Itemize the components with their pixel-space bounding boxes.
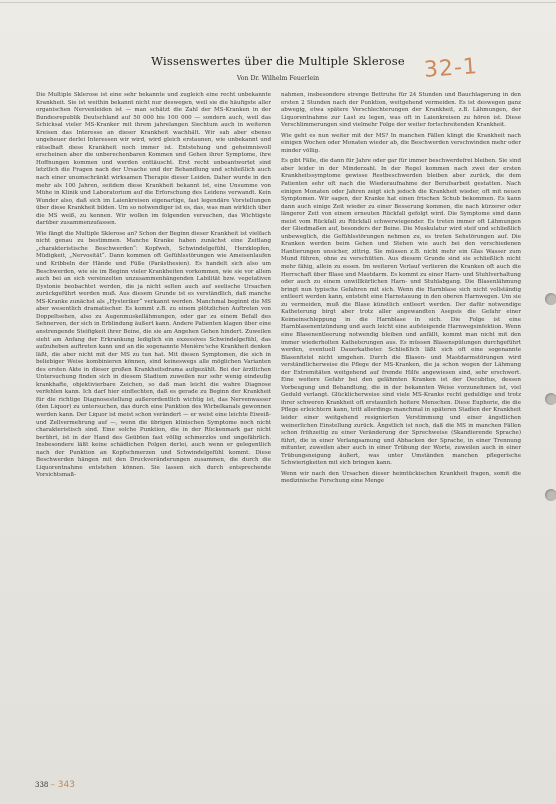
paragraph: Die Multiple Sklerose ist eine sehr bekannte und zugleich eine recht unbekannte Krankheit. Sie ist weithin bekannt nicht nur deswegen, weil sie die häufigste aller organischen Nervenleiden ist — man schätzt die Zahl der MS-Kranken in der Bundesrepublik Deutschland auf 50 000 bis 100 000 — sondern auch, weil das Schicksal vieler MS-Kranker mit ihrem jahrelangen Siechtum auch in weiteren Kreisen das Interesse an dieser Krankheit wachhält. Wir sah aber ebenso ungeheuer derlei Interessen wir wird, wird gleich erstaunen, wie unbekannt und rätselhaft diese Krankheit noch immer ist. Entstehung und geheimnisvoll erscheinen aber die unberechenbaren Kommen und Gehen ihrer Symptome, ihre Hoffnungen kommen und werden enttäuscht. Erst recht unbeantwortet sind letztlich die Fragen nach der Ursache und der Behandlung und schließlich auch nach einer unumschränkt wirksamen Therapie dieser Leiden. Daher wurde in den mehr als 100 Jahren, seitdem diese Krankheit bekannt ist, eine Unsumme von Mühe in Klinik und Laboratorium auf die Erforschung des Leidens verwandt. Kein Wunder also, daß sich im Laienkreisen eigenartige, fast legendäre Vorstellungen über diese Krankheit bilden. Um so notwendiger ist es, das, was man wirklich über die MS weiß, zu kennen. Wir wollen im folgenden versuchen, das Wichtigste darüber zusammenzufassen.	[36, 92, 271, 227]
paragraph: Es gibt Fälle, die dann für Jahre oder gar für immer beschwerdefrei bleiben. Sie sind aber leider in der Minderzahl. In der Regel kommen nach zwei der ersten Krankheitssymptome gewisse Restbeschwerden bleiben aber zurück, die dem Patienten sehr oft nach die Wiederaufnahme der Berufsarbeit gestatten. Nach einigen Monaten oder Jahren zeigt sich jedoch die Krankheit wieder, oft mit neuen Symptomen. Wir sagen, der Kranke hat einen frischen Schub bekommen. Es kann dann auch einige Zeit wieder zu einer Besserung kommen, die nach kürzerer oder längerer Zeit von einem erneuten Rückfall gefolgt wird. Die Symptome sind dann meist vom Rückfall zu Rückfall schwerwiegender. Es treten immer oft Lähmungen der Gliedmaßen auf, besonders der Beine. Die Muskulatur wird steif und schließlich unbeweglich, die Gefühlsstörungen nehmen zu, es treten Sehstörungen auf. Die Kranken werden beim Gehen und Stehen wie auch bei den verschiedenen Hantierungen unsicher, zittrig. Sie müssen z.B. nicht mehr ein Glas Wasser zum Mund führen, ohne zu verschütten. Aus diesem Grunde sind sie schließlich nicht mehr fähig, allein zu essen. Im weiteren Verlauf verlieren die Kranken oft auch die Herrschaft über Blase und Mastdarm. Es kommt zu einer Harn- und Stuhlverhaltung oder auch zu einem unwillkürlichen Harn- und Stuhlabgang. Die Blasenlähmung bringt nun typische Gefahren mit sich. Wenn die Harnblase sich nicht vollständig entleert werden kann, entsteht eine Harnstauung in den oberen Harnwegen. Um sie zu vermeiden, muß die Blase künstlich entleert werden. Der dafür notwendige Katheterung birgt aber trotz aller angewandten Asepsis die Gefahr einer Keimeinschleppung in die Harnblase in sich. Die Folge ist eine Harnblasenentzündung und auch leicht eine aufsteigende Harnwegsinfektion. Wenn eine Blasenentleerung notwendig bleiben und anfällt, kommt man nicht mit den immer wiederholten Katheterungen aus. Es müssen Blasenspülungen durchgeführt werden, eventuell Dauerkatheter. Schließlich läßt sich oft eine sogenannte Blasenfistel nicht umgehen. Durch die Blasen- und Mastdarmstörungen wird verständlicherweise die Pflege der MS-Kranken, die ja schon wegen der Lähmung der Extremitäten weitgehend auf fremde Hilfe angewiesen sind, sehr erschwert. Eine weitere Gefahr bei den gelähmten Kranken ist der Decubitus, dessen Vorbeugung und Behandlung, die in der bekannten Weise vorzunehmen ist, viel Geduld verlangt. Glücklicherweise sind viele MS-Kranke recht geduldige und trotz ihrer schweren Krankheit oft erstaunlich heitere Menschen. Diese Euphorie, die die Pflege erleichtern kann, tritt allerdings manchmal in späteren Stadien der Krankheit leider einer weitgehend resignierten Verstimmung und einer ängstlichen weinerlichen Einstellung zurück. Ängstlich ist noch, daß die MS in manchen Fällen schon frühzeitig zu einer Veränderung der Sprechweise (Skandierende Sprache) führt, die in einer Verlangsamung und Abhacken der Sprache, in einer Trennung mitunter, zuweilen aber auch in einer Trübung der Worte, zuweilen auch in einer Trübungsneigung äußert, was unter Umständen manchen pflegerische Schwierigkeiten mit sich bringen kann.	[281, 158, 521, 467]
handwritten-annotation: 32-1	[423, 54, 479, 83]
page-number	[35, 780, 75, 790]
binder-hole	[545, 393, 556, 405]
binder-hole	[545, 293, 556, 305]
page-number-handwritten: – 343	[50, 780, 75, 790]
page-number-printed: 338	[35, 781, 49, 789]
article-title: Wissenswertes über die Multiple Sklerose	[151, 54, 405, 68]
top-edge-line	[0, 2, 556, 3]
article-author: Von Dr. Wilhelm Feuerlein	[236, 75, 320, 82]
paragraph: Wie fängt die Multiple Sklerose an? Schon der Beginn dieser Krankheit ist vielfach nicht genau zu bestimmen. Manche Kranke haben zunächst eine Zeitlang „charakteristische Beschwerden“: Kopfweh, Schwindelgefühl, Herzklopfen, Müdigkeit, „Nervosität“. Dann kommen oft Gefühlsstörungen wie Ameisenlaufen und Kribbeln der Hände und Füße (Parästhesien). Es handelt sich also um Beschwerden, wie sie im Beginn vieler Krankheiten vorkommen, wie sie vor allem auch bei an sich vereinzelten unzusammenhängenden Labilität bzw. vegetativen Dystonie beobachtet werden, die ja nicht selten auch auf seelische Ursachen zurückgeführt werden muß. Aus diesem Grunde ist es verständlich, daß manche MS-Kranke zunächst als „Hysteriker“ verkannt werden. Manchmal beginnt die MS aber wesentlich dramatischer. Es kommt z.B. zu einem plötzlichen Auftreten von Doppeltsehen, also zu Augenmuskellähmungen, oder gar zu einem Befall des Sehnerven, der sich in Erblindung äußert kann. Andere Patienten klagen über eine anstrengende Steifigkeit ihrer Beine, die sie am Angehen Gehen hindert. Zuweilen sieht am Anfang der Erkrankung lediglich ein exzessives Schwindelgefühl, das aufzuheben auftreten kann und an die sogenannte Menière'sche Krankheit denken läßt, die aber nicht mit der MS zu tun hat. Mit diesen Symptomen, die sich in beliebiger Weise kombinieren können, sind keineswegs alle möglichen Varianten des ersten Akte in dieser großen Krankheitsdrama aufgezählt. Bei der ärztlichen Untersuchung finden sich in diesem Stadium zuweilen nur sehr wenig eindeutig krankhafte, objektivierbare Zeichen, so daß man leicht die wahre Diagnose verfehlen kann. Ich darf hier einflechten, daß es gerade zu Beginn der Krankheit für die richtige Diagnosestellung außerordentlich wichtig ist, das Nervenwasser (den Liquor) zu untersuchen, das durch eine Punktion des Wirbelkanals gewonnen werden kann. Der Liquor ist meist schon verändert — er weist eine leichte Eiweiß- und Zellvermehrung auf —, wenn die übrigen klinischen Symptome noch nicht charakteristisch sind. Eine solche Punktion, die in der Rückenmark gar nicht berührt, ist in der Hand des Geübten fast völlig schmerzlos und ungefährlich. Insbesondere läßt keine schädlichen Folgen derlei, auch wenn er gelegentlich nach der Punktion an Kopfschmerzen und Schwindelgefühl kommt. Diese Beschwerden hängen mit den Druckveränderungen zusammen, die durch die Liquorentnahme entstehen können. Sie lassen sich durch entsprechende Vorsichtsmaß-	[36, 230, 271, 479]
paragraph: nahmen, insbesondere strenge Bettruhe für 24 Stunden und Bauchlagerung in den ersten 2 Stunden nach der Punktion, weitgehend vermeiden. Es ist deswegen ganz abwegig, etwa spätere Verschlechterungen der Krankheit, z.B. Lähmungen, der Liquorentnahme zur Last zu legen, was oft in Laienkreisen zu hören ist. Diese Verschlimmerungen sind vielmehr Folge der weiter fortschreitenden Krankheit.	[281, 92, 521, 129]
right-text-column	[281, 92, 521, 780]
paragraph: Wenn wir nach den Ursachen dieser heimtückischen Krankheit fragen, somit die medizinische Forschung eine Menge	[281, 470, 521, 485]
left-text-column	[36, 92, 271, 780]
paragraph: Wie geht es nun weiter mit der MS? In manchen Fällen klingt die Krankheit nach einigen Wochen oder Monaten wieder ab, die Beschwerden verschwinden mehr oder minder völlig.	[281, 132, 521, 154]
binder-hole	[545, 489, 556, 501]
